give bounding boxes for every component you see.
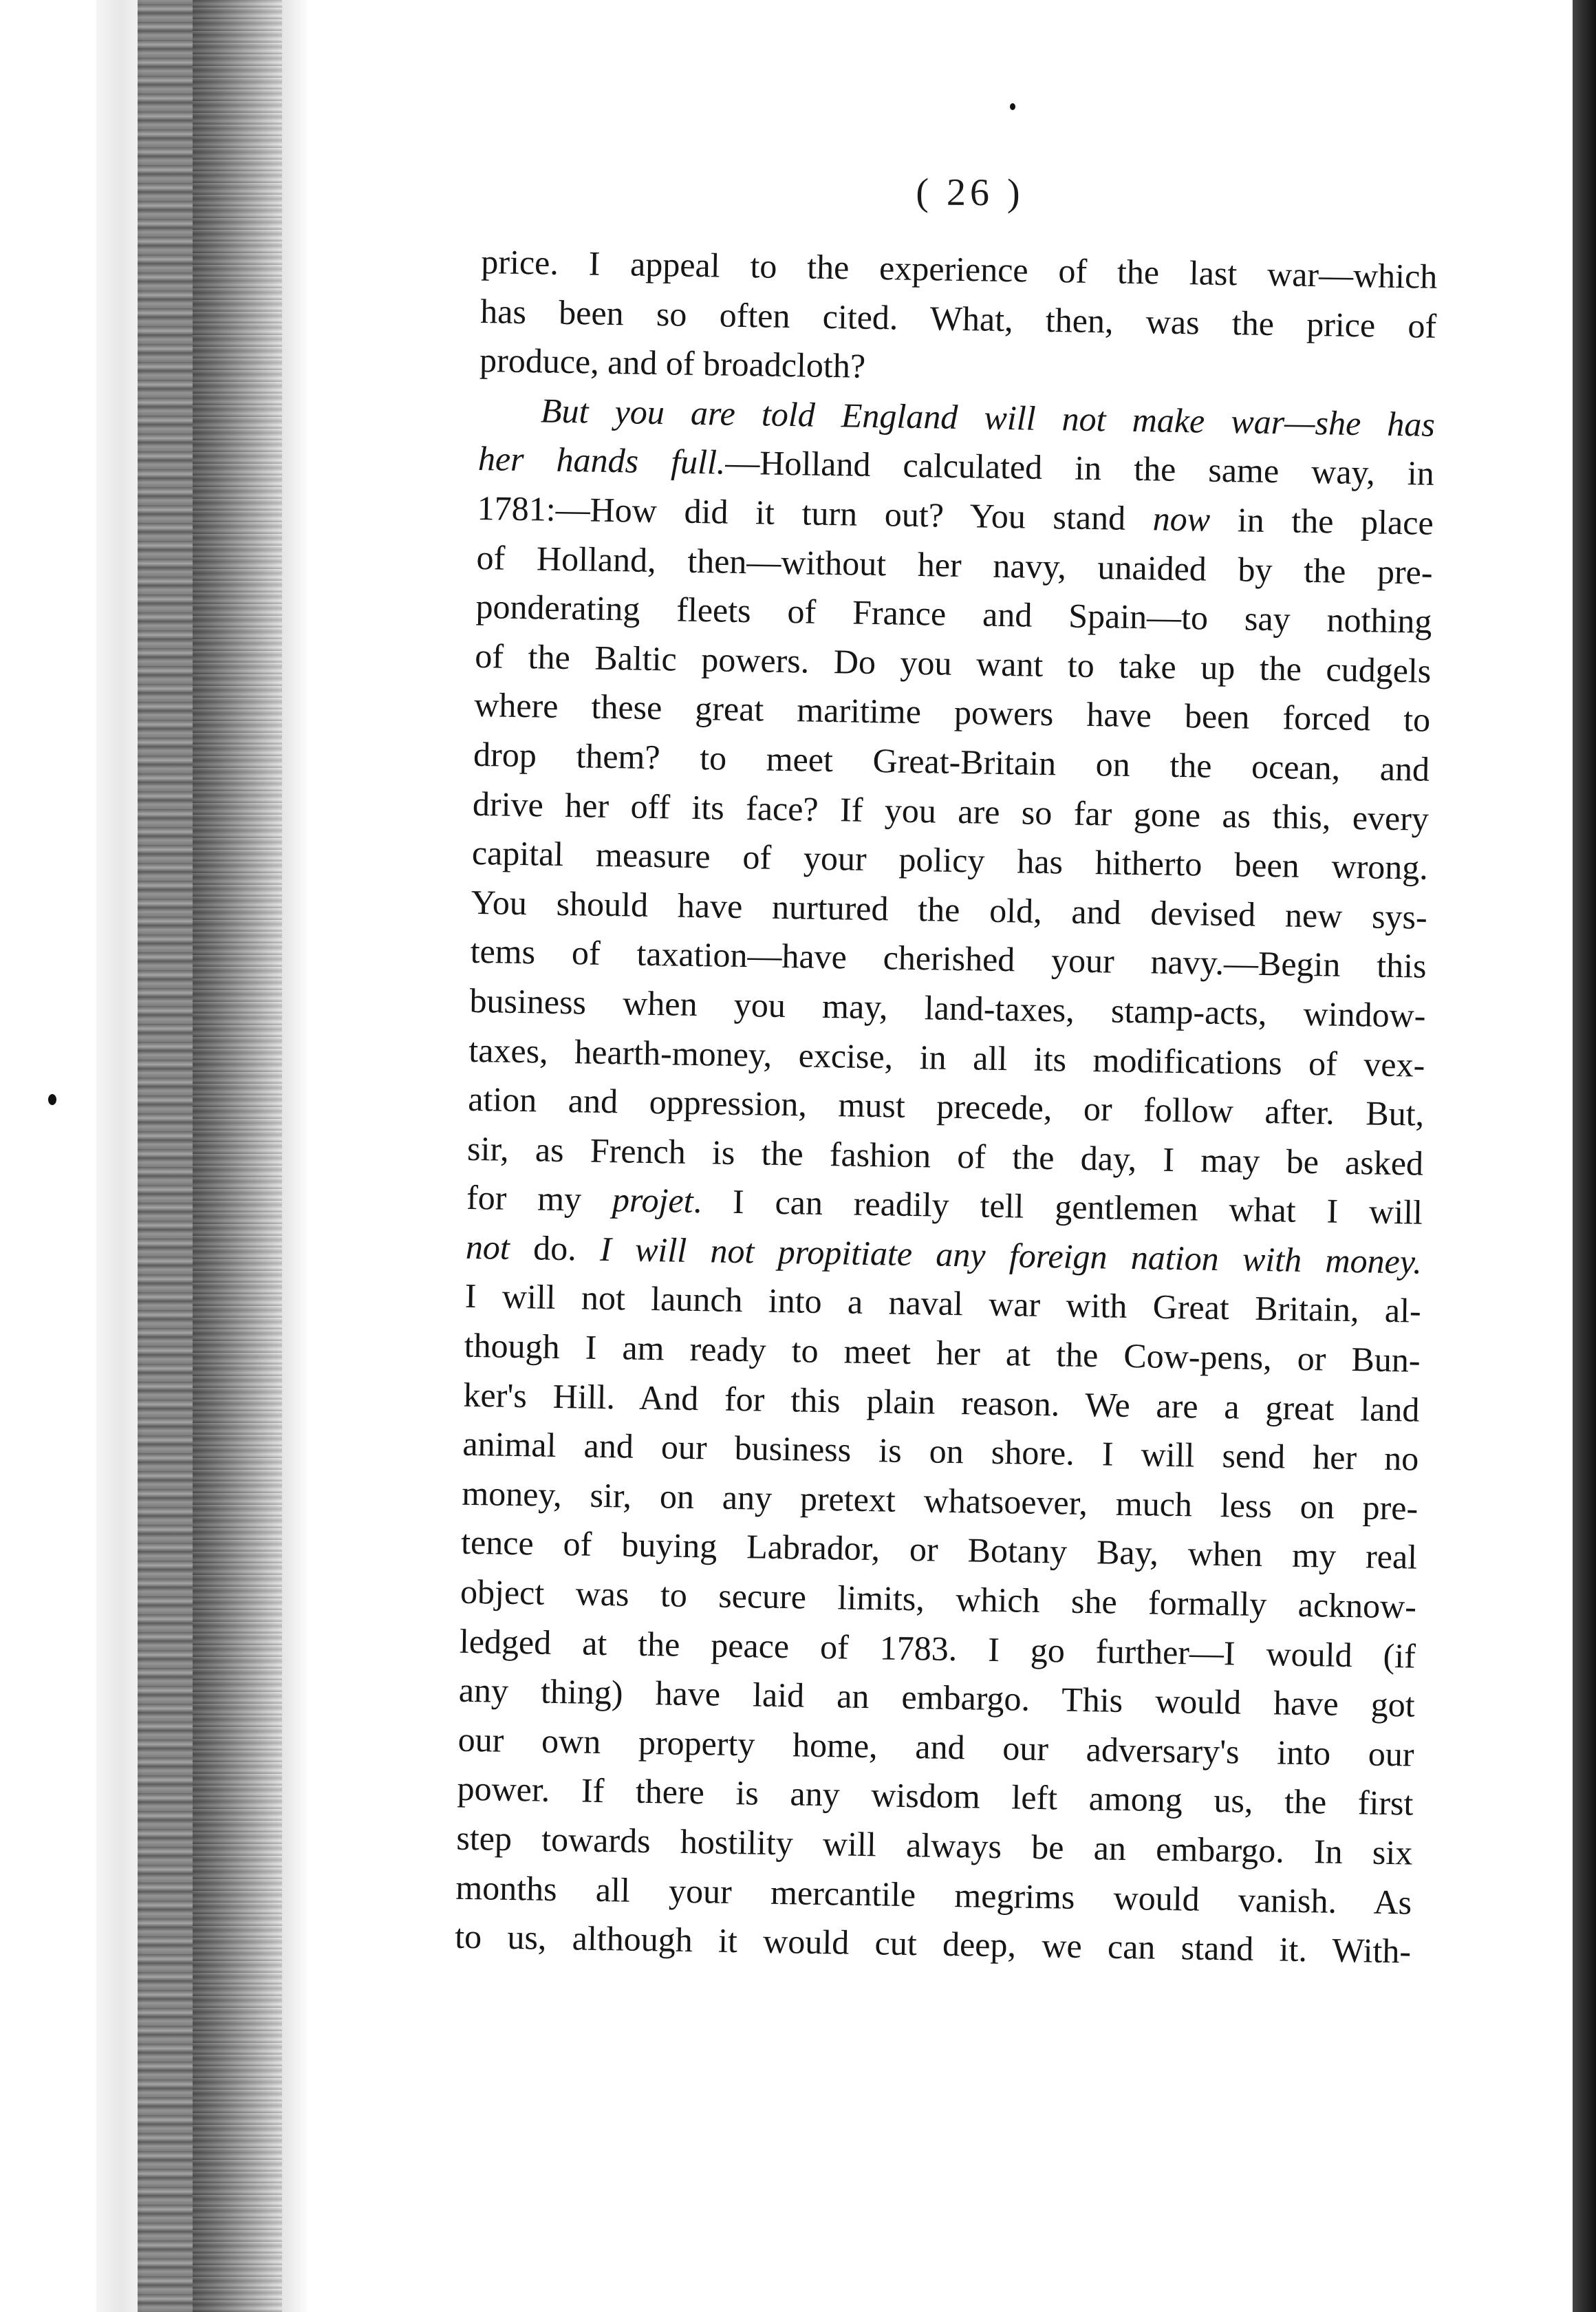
text-segment: to us, although it would cut deep, we can stand it. With- <box>454 1916 1412 1971</box>
adjacent-page-edge <box>0 0 98 2312</box>
text-segment: 1781:—How did it turn out? You stand <box>477 488 1154 538</box>
italic-text-segment: her hands full. <box>477 439 726 482</box>
text-segment: months all your mercantile megrims would vanish. As <box>455 1867 1412 1922</box>
text-segment: taxes, hearth-money, excise, in all its modifications of vex- <box>468 1030 1425 1084</box>
text-segment: our own property home, and our adversary's into our <box>457 1720 1414 1774</box>
text-segment: ledged at the peace of 1783. I go further—I would (if <box>459 1621 1416 1676</box>
text-segment: —Holland calculated in the same way, in <box>724 442 1435 493</box>
text-segment: do. <box>509 1228 601 1268</box>
text-segment: ponderating fleets of France and Spain—to say nothing <box>475 587 1432 641</box>
text-segment: in the place <box>1209 500 1434 542</box>
italic-text-segment: But you are told England will not make war—she has <box>540 391 1436 444</box>
text-segment: price. I appeal to the experience of the last war—which <box>481 242 1438 296</box>
text-segment: has been so often cited. What, then, was the price of <box>479 291 1437 345</box>
text-segment: capital measure of your policy has hitherto been wrong. <box>471 833 1429 887</box>
page-stack-edge <box>96 0 142 2312</box>
text-segment: business when you may, land-taxes, stamp-acts, window- <box>469 981 1426 1035</box>
page-fold <box>282 0 310 2312</box>
right-page-edge <box>1573 0 1596 2312</box>
ink-speck <box>1010 103 1015 110</box>
text-segment: object was to secure limits, which she formally acknow- <box>460 1572 1417 1626</box>
italic-text-segment: not <box>465 1227 510 1267</box>
text-segment: ker's Hill. And for this plain reason. We are a great land <box>463 1375 1420 1429</box>
text-segment: produce, and of broadcloth? <box>479 341 866 385</box>
text-segment: . I can readily tell gentlemen what I will <box>693 1181 1423 1232</box>
text-segment: animal and our business is on shore. I will send her no <box>462 1424 1419 1478</box>
text-segment: step towards hostility will always be an embargo. In six <box>456 1818 1413 1872</box>
text-segment: tems of taxation—have cherished your navy.—Begin this <box>470 932 1427 986</box>
text-segment: of Holland, then—without her navy, unaided by the pre- <box>476 537 1433 592</box>
text-segment: You should have nurtured the old, and devised new sys- <box>471 882 1428 936</box>
text-segment: money, sir, on any pretext whatsoever, much less on pre- <box>461 1473 1419 1528</box>
body-text <box>455 237 1438 1976</box>
text-segment: of the Baltic powers. Do you want to take up the cudgels <box>475 636 1432 690</box>
text-segment: drop them? to meet Great-Britain on the ocean, and <box>473 734 1430 789</box>
text-segment: where these great maritime powers have been forced to <box>473 685 1431 740</box>
text-segment: tence of buying Labrador, or Botany Bay, when my real <box>460 1523 1418 1577</box>
text-segment: sir, as French is the fashion of the day, I may be asked <box>466 1128 1424 1183</box>
text-segment: power. If there is any wisdom left among us, the first <box>457 1769 1414 1823</box>
gutter-shadow <box>193 0 282 2312</box>
text-segment: any thing) have laid an embargo. This would have got <box>458 1670 1416 1724</box>
text-segment: I will not launch into a naval war with Great Britain, al- <box>464 1276 1422 1331</box>
ink-speck <box>48 1094 56 1105</box>
italic-text-segment: projet <box>612 1180 694 1221</box>
text-segment: drive her off its face? If you are so far gone as this, every <box>472 784 1430 838</box>
italic-text-segment: now <box>1152 499 1211 539</box>
text-segment: though I am ready to meet her at the Cow-pens, or Bun- <box>464 1325 1421 1380</box>
text-segment: ation and oppression, must precede, or follow after. But, <box>467 1079 1425 1133</box>
binding-shadow <box>138 0 193 2312</box>
text-segment: for my <box>466 1178 613 1219</box>
italic-text-segment: I will not propitiate any foreign nation with money. <box>599 1229 1423 1281</box>
page-number: ( 26 ) <box>916 171 1024 215</box>
